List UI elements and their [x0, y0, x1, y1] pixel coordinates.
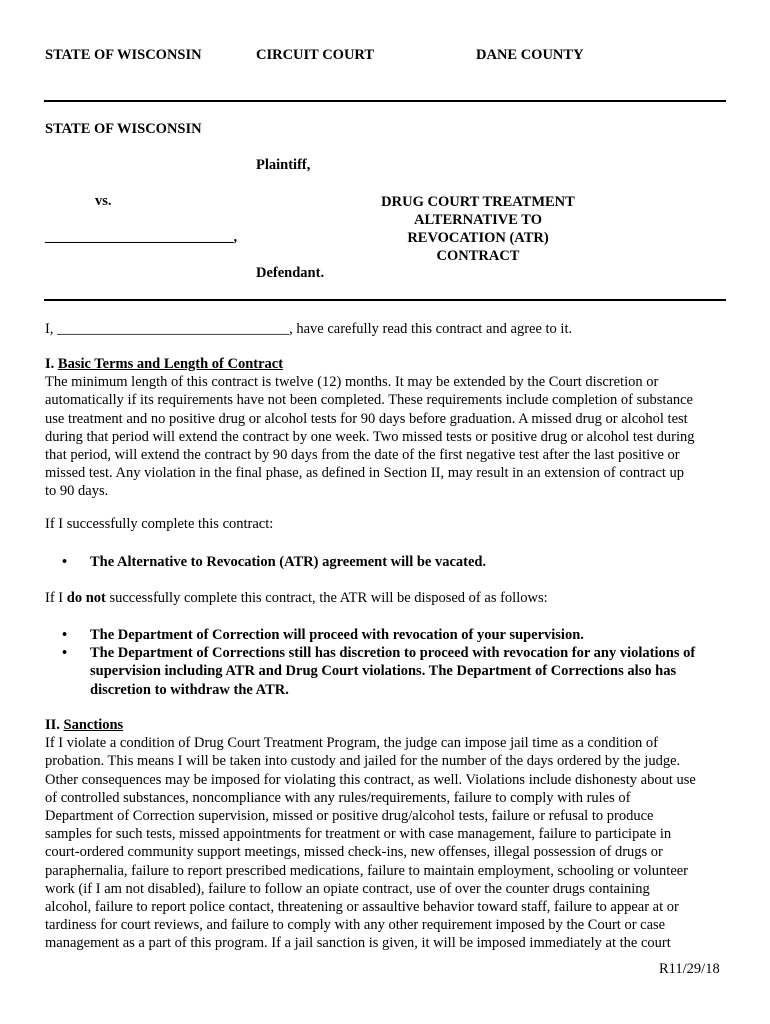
participant-name-blank: ________________________________ — [57, 321, 290, 337]
section-1-heading — [45, 355, 727, 373]
fail-list — [62, 626, 732, 699]
fail-bullet-text: The Department of Correction will proceed with revocation of your supervision. — [90, 627, 584, 643]
section-2-title: Sanctions — [63, 717, 124, 733]
agreement-line — [45, 321, 572, 338]
bullet-icon: • — [62, 645, 68, 662]
section-1-text-line: to 90 days. — [45, 483, 109, 500]
header-court: CIRCUIT COURT — [256, 47, 375, 63]
fail-intro — [45, 590, 548, 607]
section-1-text-line: during that period will extend the contract by one week. Two missed tests or positive drug or alcohol test during — [45, 428, 695, 445]
section-1 — [45, 355, 727, 501]
contract-title-line: REVOCATION (ATR) — [407, 230, 549, 246]
bullet-icon: • — [62, 554, 68, 570]
section-2-text-line: management as a part of this program. If a jail sanction is given, it will be imposed immediately at the court — [45, 935, 671, 952]
fail-bullet-line: discretion to withdraw the ATR. — [90, 681, 289, 698]
plaintiff-label: Plaintiff, — [256, 157, 311, 173]
section-2-text-line: alcohol, failure to report police contact, threatening or assaultive behavior toward staff, failure to appear at or — [45, 899, 679, 916]
success-list — [62, 553, 732, 571]
section-2-heading — [45, 716, 727, 734]
agreement-prefix: I, — [45, 321, 58, 337]
section-2-text-line: work (if I am not disabled), failure to follow an opiate contract, use of over the counter drugs containing — [45, 880, 650, 897]
section-2-text-line: probation. This means I will be taken into custody and jailed for the number of the days ordered by the judge. — [45, 753, 681, 770]
bullet-icon: • — [62, 627, 68, 643]
header-divider — [44, 100, 726, 102]
plaintiff-name: STATE OF WISCONSIN — [45, 121, 202, 137]
contract-title-line: CONTRACT — [436, 248, 520, 264]
section-2-number: II. — [45, 717, 60, 733]
success-intro: If I successfully complete this contract: — [45, 516, 274, 532]
section-2-text-line: paraphernalia, failure to report prescribed medications, failure to maintain employment, schooling or volunteer — [45, 862, 689, 879]
revision-date: R11/29/18 — [659, 961, 720, 977]
fail-bullet-line: The Department of Corrections still has discretion to proceed with revocation for any violations of — [90, 645, 696, 662]
list-item — [62, 553, 732, 571]
section-2 — [45, 716, 727, 953]
section-2-text-line: court-ordered community support meetings, missed check-ins, new offenses, illegal possession of drugs or — [45, 844, 663, 861]
fail-intro-post: successfully complete this contract, the ATR will be disposed of as follows: — [105, 590, 548, 606]
section-1-text-line: that period, will extend the contract by 90 days from the date of the first negative test after the last positive or — [45, 447, 680, 464]
versus-label: vs. — [95, 193, 112, 209]
section-2-text-line: If I violate a condition of Drug Court Treatment Program, the judge can impose jail time as a condition of — [45, 735, 658, 752]
header-state: STATE OF WISCONSIN — [45, 47, 202, 63]
defendant-label: Defendant. — [256, 265, 325, 281]
section-2-text-line: samples for such tests, missed appointments for treatment or with case management, failure to participate in — [45, 826, 672, 843]
section-1-text-line: missed test. Any violation in the final phase, as defined in Section II, may result in an extension of contract up — [45, 465, 685, 482]
defendant-name-blank: __________________________, — [45, 229, 238, 245]
section-1-text-line: use treatment and no positive drug or alcohol tests for 90 days before graduation. A missed drug or alcohol test — [45, 410, 688, 427]
fail-intro-pre: If I — [45, 590, 67, 606]
header-county: DANE COUNTY — [476, 47, 584, 63]
section-1-title: Basic Terms and Length of Contract — [57, 356, 284, 372]
section-2-text-line: tardiness for court reviews, and failure to comply with any other requirement imposed by the Court or case — [45, 917, 666, 934]
list-item — [62, 644, 732, 699]
section-2-text-line: of controlled substances, noncompliance with any rules/requirements, failure to comply with rules of — [45, 789, 631, 806]
section-2-text-line: Department of Correction supervision, missed or positive drug/alcohol tests, failure or refusal to produce — [45, 808, 654, 825]
contract-title-line: ALTERNATIVE TO — [413, 212, 542, 228]
caption-divider — [44, 299, 726, 301]
section-1-number: I. — [45, 356, 55, 372]
list-item — [62, 626, 732, 644]
fail-intro-emphasis: do not — [66, 590, 106, 606]
contract-title-line: DRUG COURT TREATMENT — [381, 194, 575, 210]
section-1-text-line: The minimum length of this contract is twelve (12) months. It may be extended by the Court discretion or — [45, 374, 659, 391]
success-bullet-text: The Alternative to Revocation (ATR) agreement will be vacated. — [90, 554, 487, 570]
contract-title — [368, 193, 588, 265]
section-2-text-line: Other consequences may be imposed for violating this contract, as well. Violations include dishonesty about use — [45, 771, 696, 788]
section-1-text-line: automatically if its requirements have not been completed. These requirements include completion of substance — [45, 392, 693, 409]
agreement-suffix: , have carefully read this contract and agree to it. — [289, 321, 573, 337]
fail-bullet-line: supervision including ATR and Drug Court violations. The Department of Corrections also has — [90, 663, 677, 680]
